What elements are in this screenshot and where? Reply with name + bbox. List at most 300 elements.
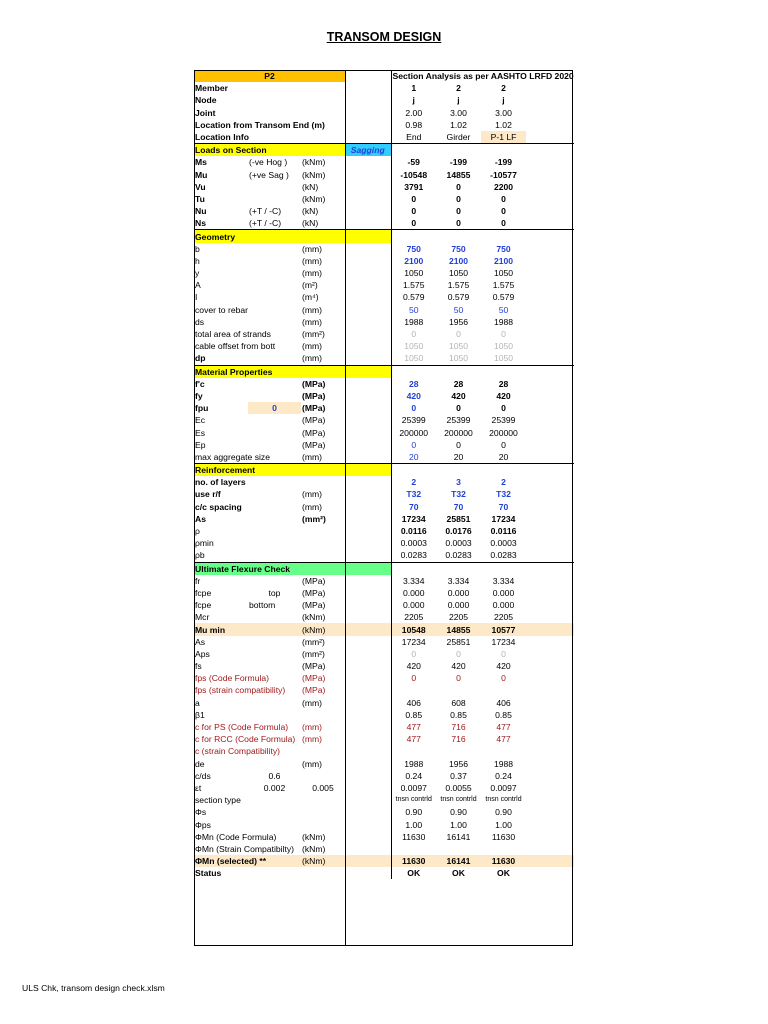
value-cell: 1988	[493, 316, 514, 327]
row-unit: (kNm)	[302, 169, 326, 180]
value-cell: 716	[451, 734, 466, 745]
row-unit: (mm²)	[302, 329, 325, 340]
row-unit: (mm)	[302, 255, 323, 266]
value-cell: 20	[391, 451, 436, 464]
value-cell: 2	[456, 83, 461, 94]
table-row	[194, 156, 574, 168]
value-cell: 20	[453, 451, 464, 462]
row-note: top	[268, 587, 281, 598]
value-cell: 70	[498, 501, 509, 512]
value-cell: 0	[456, 673, 461, 684]
row-label: fs	[195, 661, 202, 672]
row-unit	[301, 709, 345, 721]
row-label: c (strain Compatibility)	[195, 746, 281, 757]
value-cell: 3.00	[495, 107, 512, 118]
row-unit	[301, 867, 345, 879]
value-cell: 0.0097	[391, 782, 436, 794]
row-label: Aps	[195, 648, 210, 659]
value-cell: 0	[456, 648, 461, 659]
value-cell: 0.0003	[391, 537, 436, 549]
value-cell: 0.37	[450, 770, 467, 781]
value-cell: 0.000	[447, 587, 470, 598]
row-label: dp	[195, 353, 206, 364]
row-label: ΦMn (Strain Compatibilty)	[195, 843, 295, 854]
value-cell: 3	[456, 477, 461, 488]
row-unit: (m²)	[302, 280, 318, 291]
table-row	[194, 831, 574, 843]
table-row	[194, 818, 574, 830]
value-cell: 16141	[436, 855, 481, 867]
value-cell: 406	[496, 697, 511, 708]
page-title: TRANSOM DESIGN	[326, 30, 442, 44]
file-footer: ULS Chk, transom design check.xlsm	[22, 983, 165, 993]
table-row	[194, 94, 574, 106]
value-cell	[481, 843, 526, 855]
value-cell: 0.579	[391, 291, 436, 303]
value-cell: 750	[391, 243, 436, 255]
row-unit: (mm)	[302, 353, 323, 364]
row-label: Tu	[195, 193, 205, 204]
section-heading: Reinforcement	[194, 464, 391, 477]
value-cell: 1050	[391, 352, 436, 365]
value-cell: 1.02	[495, 119, 512, 130]
value-cell: 0	[456, 329, 461, 340]
sagging-tag: Sagging	[345, 144, 391, 157]
analysis-title: Section Analysis as per AASHTO LRFD 2020	[392, 71, 574, 82]
value-cell: 1.575	[492, 280, 515, 291]
value-cell: -199	[494, 157, 513, 168]
row-unit	[301, 537, 345, 549]
row-label: I	[195, 292, 198, 303]
table-row	[194, 390, 574, 402]
table-row	[194, 291, 574, 303]
table-row	[194, 316, 574, 328]
row-label: Vu	[195, 181, 206, 192]
value-cell	[436, 843, 481, 855]
value-cell: P-1 LF	[481, 131, 526, 144]
value-cell: 0.579	[492, 292, 515, 303]
row-label: ρmin	[195, 538, 214, 549]
value-cell: 50	[498, 304, 509, 315]
row-unit	[301, 107, 345, 119]
row-label: fy	[195, 390, 203, 401]
value-cell: 200000	[489, 427, 518, 438]
table-row	[194, 794, 574, 806]
value-cell: 1988	[391, 758, 436, 770]
row-label: c/c spacing	[195, 501, 242, 512]
value-cell: 2205	[448, 612, 469, 623]
row-unit: (kNm)	[302, 157, 326, 168]
value-cell: 420	[391, 390, 436, 402]
value-cell: 70	[391, 501, 436, 513]
row-unit: (kNm)	[302, 831, 326, 842]
value-cell: 406	[391, 697, 436, 709]
row-label: fps (Code Formula)	[195, 673, 270, 684]
table-row	[194, 745, 574, 757]
value-cell: 0	[501, 673, 506, 684]
row-label: c/ds	[195, 770, 211, 781]
row-note: 0	[248, 402, 301, 414]
row-label: εt	[195, 782, 202, 793]
value-cell: 0	[501, 193, 506, 204]
row-unit	[301, 770, 345, 782]
row-label: cover to rebar	[195, 304, 249, 315]
value-cell: 420	[496, 390, 511, 401]
row-unit: (kNm)	[302, 193, 326, 204]
row-unit: (mm)	[302, 341, 323, 352]
value-cell: -199	[449, 157, 468, 168]
value-cell: 0.24	[391, 770, 436, 782]
value-cell: 0	[391, 205, 436, 217]
row-unit: (MPa)	[302, 403, 326, 414]
row-unit	[301, 794, 345, 806]
value-cell	[391, 684, 436, 696]
pier-label: P2	[194, 70, 345, 82]
value-cell: 420	[496, 661, 511, 672]
table-row	[194, 328, 574, 340]
table-row	[194, 672, 574, 684]
value-cell: 11630	[491, 831, 516, 842]
value-cell: 1.00	[495, 819, 512, 830]
table-row	[194, 501, 574, 513]
row-label: Ms	[195, 157, 207, 168]
table-row	[194, 304, 574, 316]
value-cell: 0	[456, 439, 461, 450]
value-cell: T32	[391, 488, 436, 500]
table-row	[194, 402, 574, 414]
value-cell: 16141	[446, 831, 471, 842]
value-cell: 0	[391, 402, 436, 414]
value-cell: 17234	[491, 636, 516, 647]
row-label: use r/f	[195, 489, 221, 500]
table-row	[194, 107, 574, 119]
value-cell: 70	[453, 501, 464, 512]
row-label: ΦMn (selected) **	[194, 855, 301, 867]
table-row	[194, 279, 574, 291]
value-cell: 0	[501, 648, 506, 659]
row-unit: (MPa)	[302, 390, 326, 401]
row-label: ρb	[195, 550, 205, 561]
row-unit: (MPa)	[302, 378, 326, 389]
value-cell: 1050	[391, 267, 436, 279]
table-row	[194, 352, 574, 365]
value-cell: 0	[456, 181, 461, 192]
row-unit	[301, 549, 345, 562]
value-cell: 25851	[446, 513, 471, 524]
row-unit: (mm)	[302, 268, 323, 279]
row-label: Φps	[195, 819, 211, 830]
table-row	[194, 119, 574, 131]
section-row	[194, 562, 574, 575]
value-cell: tnsn contrld	[440, 796, 477, 804]
value-cell: 2	[501, 477, 506, 488]
value-cell: 1	[391, 82, 436, 94]
row-label: ΦMn (Code Formula)	[195, 831, 277, 842]
value-cell: 477	[391, 733, 436, 745]
row-label: A	[195, 280, 201, 291]
value-cell: 0.90	[391, 806, 436, 818]
row-label: ds	[195, 316, 205, 327]
value-cell: 0.000	[391, 587, 436, 599]
value-cell: 0	[456, 403, 461, 414]
value-cell: T32	[496, 489, 511, 500]
value-cell: OK	[497, 868, 510, 879]
row-unit: (MPa)	[302, 600, 326, 611]
value-cell: 11630	[481, 855, 526, 867]
value-cell: 25851	[446, 636, 471, 647]
row-label: Ep	[195, 439, 206, 450]
value-cell: 0.90	[450, 807, 467, 818]
row-label: a	[195, 697, 200, 708]
value-cell: 0.90	[495, 807, 512, 818]
row-unit: (mm)	[302, 316, 323, 327]
table-row	[194, 169, 574, 181]
value-cell: 50	[453, 304, 464, 315]
table-row	[194, 660, 574, 672]
table-row	[194, 426, 574, 438]
row-unit: 0.005	[312, 782, 334, 793]
row-unit: (MPa)	[302, 415, 326, 426]
table-row	[194, 782, 574, 794]
row-note: 0.6	[268, 770, 281, 781]
value-cell: 477	[496, 722, 511, 733]
table-row	[194, 378, 574, 390]
row-unit	[301, 131, 345, 144]
row-unit: (kN)	[302, 181, 319, 192]
value-cell: 420	[451, 661, 466, 672]
row-unit: (MPa)	[302, 427, 326, 438]
value-cell: 477	[496, 734, 511, 745]
row-unit	[301, 525, 345, 537]
table-row	[194, 867, 574, 879]
value-cell: 1.00	[450, 819, 467, 830]
table-row	[194, 599, 574, 611]
row-label: c for PS (Code Formula)	[195, 722, 289, 733]
table-row	[194, 549, 574, 562]
row-label: As	[195, 636, 206, 647]
value-cell: Girder	[446, 132, 471, 143]
table-header-row	[194, 70, 574, 82]
value-cell: 11630	[391, 831, 436, 843]
row-label: Ec	[195, 415, 206, 426]
value-cell: 750	[496, 243, 511, 254]
row-unit: (kNm)	[301, 623, 345, 635]
table-row	[194, 205, 574, 217]
value-cell: 0.0116	[490, 526, 517, 537]
table-row	[194, 476, 574, 488]
table-row	[194, 611, 574, 623]
row-unit: (mm)	[302, 489, 323, 500]
value-cell: 2205	[493, 612, 514, 623]
row-unit: (mm)	[302, 243, 323, 254]
row-note: (+T / -C)	[249, 206, 282, 217]
row-label: ρ	[195, 526, 200, 537]
table-row	[194, 623, 574, 635]
value-cell: 1.575	[447, 280, 470, 291]
section-heading: Material Properties	[194, 365, 391, 378]
row-unit	[301, 745, 345, 757]
value-cell: 10577	[481, 623, 526, 635]
value-cell: -10577	[490, 169, 517, 180]
table-row	[194, 721, 574, 733]
value-cell: -10548	[391, 169, 436, 181]
value-cell	[436, 684, 481, 696]
value-cell: 2200	[493, 181, 514, 192]
table-row	[194, 648, 574, 660]
section-row	[194, 365, 574, 378]
value-cell: 0.0003	[445, 538, 472, 549]
row-label: fps (strain compatibility)	[195, 685, 286, 696]
table-row	[194, 525, 574, 537]
table-row	[194, 684, 574, 696]
row-note: (+T / -C)	[249, 218, 282, 229]
row-unit	[301, 818, 345, 830]
table-row	[194, 255, 574, 267]
section-row	[194, 144, 574, 157]
value-cell: 2100	[391, 255, 436, 267]
row-note: (+ve Sag )	[249, 169, 289, 180]
value-cell: -59	[391, 156, 436, 168]
value-cell: 2100	[493, 255, 514, 266]
value-cell: OK	[452, 868, 465, 879]
table-row	[194, 806, 574, 818]
value-cell: 0.000	[447, 600, 470, 611]
row-label: Mu	[195, 169, 208, 180]
value-cell: j	[391, 94, 436, 106]
value-cell: 0	[501, 329, 506, 340]
value-cell: 0.000	[492, 600, 515, 611]
row-unit: (kNm)	[302, 843, 326, 854]
value-cell: 0	[391, 439, 436, 451]
value-cell: 1050	[448, 268, 469, 279]
value-cell: 200000	[444, 427, 473, 438]
value-cell: 0	[456, 218, 461, 229]
value-cell: 0	[391, 648, 436, 660]
value-cell: 750	[451, 243, 466, 254]
value-cell: 0	[501, 439, 506, 450]
value-cell: 0	[501, 218, 506, 229]
row-label: Node	[195, 95, 217, 106]
value-cell: 0.579	[447, 292, 470, 303]
table-row	[194, 243, 574, 255]
row-note: (-ve Hog )	[249, 157, 288, 168]
value-cell: 716	[451, 722, 466, 733]
value-cell: 25399	[446, 415, 471, 426]
value-cell: 2205	[391, 611, 436, 623]
table-row	[194, 855, 574, 867]
value-cell: 200000	[391, 426, 436, 438]
row-label: de	[195, 758, 205, 769]
table-row	[194, 537, 574, 549]
row-label: Ns	[195, 218, 206, 229]
value-cell: 2.00	[391, 107, 436, 119]
section-heading: Loads on Section	[194, 144, 345, 157]
section-heading: Geometry	[194, 230, 391, 243]
row-label: max aggregate size	[195, 451, 270, 462]
row-label: As	[195, 513, 206, 524]
value-cell: 3.334	[492, 575, 515, 586]
value-cell: 3.334	[391, 575, 436, 587]
value-cell: 0	[501, 403, 506, 414]
value-cell: 1050	[493, 353, 514, 364]
value-cell: 2	[391, 476, 436, 488]
table-row	[194, 636, 574, 648]
value-cell: 420	[451, 390, 466, 401]
value-cell	[391, 745, 436, 757]
value-cell: tnsn contrld	[485, 796, 522, 804]
value-cell: 28	[453, 378, 464, 389]
value-cell: 3.334	[447, 575, 470, 586]
value-cell: 3791	[391, 181, 436, 193]
table-row	[194, 709, 574, 721]
row-label: c for RCC (Code Formula)	[195, 734, 296, 745]
value-cell: 1956	[448, 316, 469, 327]
row-label: Member	[195, 83, 228, 94]
row-unit	[301, 82, 345, 94]
value-cell: 17234	[391, 513, 436, 525]
value-cell: 25399	[391, 414, 436, 426]
row-unit: (mm)	[302, 722, 323, 733]
table-row	[194, 697, 574, 709]
row-label: fpu	[195, 403, 209, 414]
row-unit: (m⁴)	[302, 292, 319, 303]
row-label: fr	[195, 575, 201, 586]
value-cell	[481, 684, 526, 696]
value-cell: 1988	[391, 316, 436, 328]
section-row	[194, 230, 574, 243]
row-unit: (mm)	[302, 697, 323, 708]
value-cell: 0.0003	[490, 538, 517, 549]
row-note: 0.002	[263, 782, 286, 793]
row-unit: (mm)	[302, 734, 323, 745]
row-label: Φs	[195, 807, 207, 818]
value-cell: 11630	[391, 855, 436, 867]
table-row	[194, 193, 574, 205]
value-cell: 0.0176	[445, 526, 472, 537]
value-cell: 0.24	[495, 770, 512, 781]
row-label: cable offset from bott	[195, 341, 276, 352]
value-cell: 17234	[391, 636, 436, 648]
table-row	[194, 414, 574, 426]
row-label: fcpe	[195, 587, 212, 598]
value-cell: 0	[391, 217, 436, 230]
value-cell: 608	[451, 697, 466, 708]
table-row	[194, 267, 574, 279]
value-cell: T32	[451, 489, 466, 500]
value-cell: tnsn contrld	[391, 794, 436, 806]
value-cell: 28	[498, 378, 509, 389]
value-cell: 1.575	[391, 279, 436, 291]
row-unit: (mm²)	[302, 636, 325, 647]
value-cell: 17234	[491, 513, 516, 524]
row-unit: (MPa)	[302, 685, 326, 696]
value-cell: 2	[501, 83, 506, 94]
table-row	[194, 217, 574, 230]
value-cell: 1988	[493, 758, 514, 769]
row-unit: (MPa)	[302, 673, 326, 684]
row-unit: (kNm)	[301, 855, 345, 867]
row-label: Mu min	[194, 623, 301, 635]
value-cell: 0.85	[495, 709, 512, 720]
value-cell: 0.000	[492, 587, 515, 598]
table-row	[194, 513, 574, 525]
row-label: no. of layers	[195, 477, 246, 488]
value-cell: 0.0116	[391, 525, 436, 537]
value-cell: 0	[456, 206, 461, 217]
value-cell: 0.0097	[490, 782, 517, 793]
value-cell: 0.000	[391, 599, 436, 611]
row-unit: (kN)	[302, 218, 319, 229]
